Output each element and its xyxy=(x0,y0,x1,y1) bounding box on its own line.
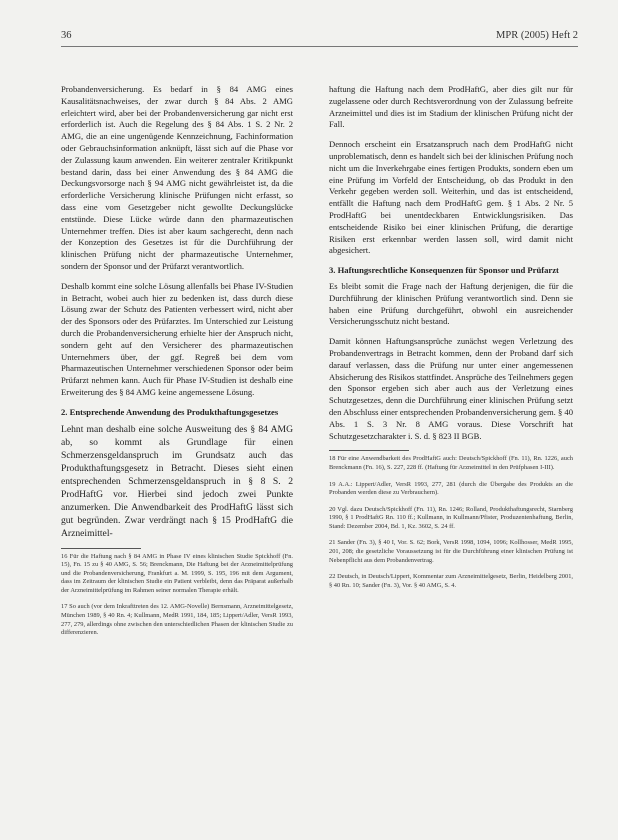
footnote: 19 A.A.: Lippert/Adler, VersR 1993, 277, 281 (durch die Übergabe des Produkts an die Probanden werden diese zu Verbrauchern). xyxy=(329,480,573,497)
paragraph: Deshalb kommt eine solche Lösung allenfalls bei Phase IV-Studien in Betracht, wobei auch hier zu bedenken ist, dass durch diese Lösung zwar der Schutz des Patienten verbessert wird, nicht aber der des Sponsors oder des Prüfarztes. Im Unterschied zur Leistung durch die Probandenversicherung erhielte hier der Anspruch nicht, sondern geht auf den Versicherer des pharmazeutischen Unternehmers über, der ggf. Regreß bei dem vom Pharmazeutischen Unternehmer verschiedenen Sponsor oder beim Prüfarzt nehmen kann. Auch für Phase IV-Studien ist deshalb eine Erweiterung des § 84 AMG keine angemessene Lösung. xyxy=(61,280,293,397)
page-number: 36 xyxy=(61,30,72,41)
footnote: 21 Sander (Fn. 3), § 40 I, Vor. S. 62; Bork, VersR 1998, 1094, 1096; Kollhosser, MedR 1995, 201, 208; die gesetzliche Voraussetzung ist für die Durchführung einer klinischen Prüfung ist Nebenpflicht aus dem Probandenvertrag. xyxy=(329,539,573,564)
footnote-rule xyxy=(329,450,409,451)
paragraph: Dennoch erscheint ein Ersatzanspruch nach dem ProdHaftG nicht unproblematisch, denn es handelt sich bei der klinischen Prüfung noch nicht um die Inverkehrgabe eines fertigen Produkts, sondern eben um eine Prüfung im Vorfeld der Entscheidung, ob das Produkt in den Verkehr gegeben werden soll. Weiterhin, und das ist entscheidend, entfällt die Haftung nach dem ProdHaftG gem. § 1 Abs. 2 Nr. 5 ProdHaftG bei unentdeckbaren Entwicklungsrisiken. Das entscheidende Risiko bei einer klinischen Prüfung, die derartige Risiken erst erkennbar werden lassen soll, wird damit nicht abgesichert. xyxy=(329,139,573,256)
footnote: 16 Für die Haftung nach § 84 AMG in Phase IV eines klinischen Studie Spickhoff (Fn. 15), Fn. 15 zu § 40 AMG, S. 56; Brenckmann, Die Haftung bei der Arzneimittelprüfung und die Probandenversicherung, Frankfurt a. M. 1999, S. 195, 196 mit dem Argument, dass im Zeitraum der klinischen Studie ein Patient verbleibt, denn das Präparat außerhalb der Arzneimittelprüfung im Rahmen seiner normalen Therapie erhält. xyxy=(61,552,293,594)
header-rule xyxy=(61,46,578,47)
section-heading: 3. Haftungsrechtliche Konsequenzen für Sponsor und Prüfarzt xyxy=(329,265,559,276)
paragraph: haftung die Haftung nach dem ProdHaftG, aber dies gilt nur für zugelassene oder durch Rechtsverordnung von der Zulassung befreite Arzneimittel und dies ist im Stadium der klinischen Prüfung nicht der Fall. xyxy=(329,84,573,130)
paragraph: Damit können Haftungsansprüche zunächst wegen Verletzung des Probandenvertrags in Betracht kommen, denn der Proband darf sich darauf verlassen, dass die Prüfung nur unter einer angemessenen Absicherung des Risikos stattfindet. Ansprüche des Teilnehmers gegen den Sponsor ergeben sich aber auch aus der Verletzung eines Schutzgesetzes, denn die Durchführung einer klinischen Prüfung setzt den Abschluss einer entsprechenden Probandenversicherung gem. § 40 Abs. 1 S. 3 Nr. 8 AMG voraus. Diese Vorschrift hat Schutzgesetzcharakter i. S. d. § 823 II BGB. xyxy=(329,336,573,441)
footnote: 22 Deutsch, in Deutsch/Lippert, Kommentar zum Arzneimittelgesetz, Berlin, Heidelberg 2001, § 40 Rn. 10; Sander (Fn. 3), Vor. § 40 AMG, S. 4. xyxy=(329,573,573,589)
section-heading: 2. Entsprechende Anwendung des Produkthaftungsgesetzes xyxy=(61,406,279,417)
footnote-rule xyxy=(61,548,141,549)
paragraph: Es bleibt somit die Frage nach der Haftung derjenigen, die für die Durchführung der klinischen Prüfung verantwortlich sind. Denn sie haben eine Prüfung durchgeführt, obwohl ein ausreichender Versicherungsschutz nicht bestand. xyxy=(329,280,573,327)
left-column xyxy=(61,84,293,646)
paragraph: Probandenversicherung. Es bedarf in § 84 AMG eines Kausalitätsnachweises, der zwar durch § 84 Abs. 2 AMG erleichtert wird, aber bei der Probandenversicherung gar nicht erst erforderlich ist. Auch die Regelung des § 84 Abs. 1 S. 2 Nr. 2 AMG, die an eine ungenügende Kennzeichnung, Fachinformation oder Gebrauchsinformation anknüpft, lässt sich auf die Phase vor der Zulassung kaum anwenden. Ein weiterer zentraler Kritikpunkt bestand darin, dass bei einer Anwendung des § 84 AMG die Deckungsvorsorge nach § 94 AMG nicht gewährleistet ist, da die erforderliche Versicherung klinische Prüfungen nicht erfasst, so dass eine vom Gesetzgeber nicht gewollte Deckungslücke entstünde. Diese Lücke würde dann den pharmazeutischen Unternehmer treffen. Dies ist aber kaum sachgerecht, denn nach der Konzeption des Gesetzes ist für die Durchführung der klinischen Prüfung nicht der pharmazeutische Unternehmer, sondern der Sponsor und der Prüfarzt verantwortlich. xyxy=(61,84,293,271)
footnote: 17 So auch (vor dem Inkrafttreten des 12. AMG-Novelle) Bernsmann, Arzneimittelgesetz, München 1989, § 40 Rn. 4; Kullmann, MedR 1991, 184, 185; Lippert/Adler, VersR 1993, 277, 279, allerdings ohne zwischen den unterschiedlichen Phasen der klinischen Studie zu differenzieren. xyxy=(61,603,293,637)
footnote: 18 Für eine Anwendbarkeit des ProdHaftG auch: Deutsch/Spickhoff (Fn. 11), Rn. 1226, auch Brenckmann (Fn. 16), S. 227, 228 ff. (Haftung für Arzneimittel in den Prüfphasen I-III). xyxy=(329,455,573,471)
right-column xyxy=(329,84,573,598)
journal-header: MPR (2005) Heft 2 xyxy=(496,30,578,41)
footnote: 20 Vgl. dazu Deutsch/Spickhoff (Fn. 11), Rn. 1246; Rolland, Produkthaftungsrecht, Starnberg 1990, § 1 ProdHaftG Rn. 110 ff.; Kullmann, in Kullmann/Pfister, Produzentenhaftung, Berlin, Stand: Dezember 2004, Bd. 1, Kz. 3602, S. 24 ff. xyxy=(329,505,573,530)
paragraph: Lehnt man deshalb eine solche Ausweitung des § 84 AMG ab, so kommt als Grundlage für einen Schmerzensgeldanspruch im Grundsatz auch das Produkthaftungsgesetz in Betracht. Dieses sieht einen entsprechenden Schmerzensgeldanspruch in § 8 S. 2 ProdHaftG vor. Hierbei sind jedoch zwei Punkte anzumerken. Die Anwendbarkeit des ProdHaftG lässt sich gut begründen. Zwar verdrängt nach § 15 ProdHaftG die Arzneimittel- xyxy=(61,423,293,539)
